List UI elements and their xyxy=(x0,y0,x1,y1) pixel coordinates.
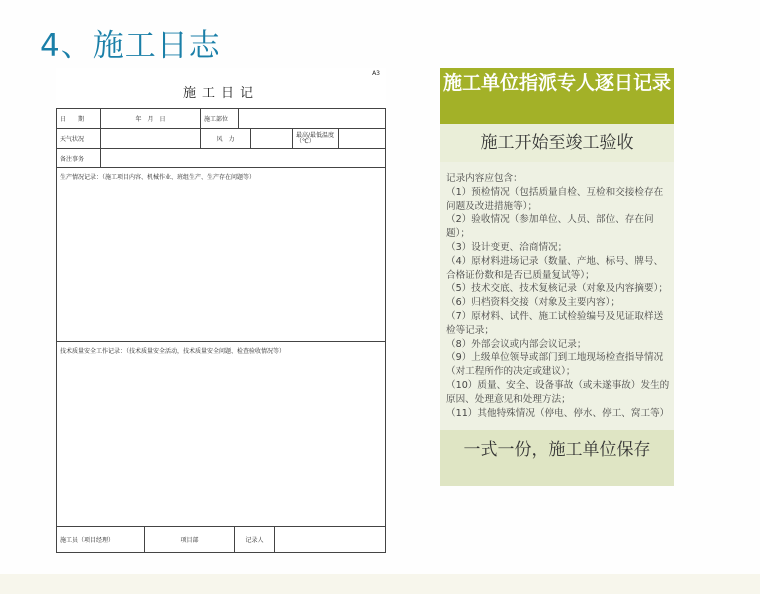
content-item: （2）验收情况（参加单位、人员、部位、存在问题）； xyxy=(446,214,654,240)
quality-row xyxy=(57,342,385,527)
remark-label: 备注事务 xyxy=(57,149,101,167)
date-value: 年 月 日 xyxy=(101,109,201,128)
wind-value xyxy=(251,129,293,148)
wind-label: 风 力 xyxy=(201,129,251,148)
content-item: （11）其他特殊情况（停电、停水、停工、窝工等） xyxy=(446,407,670,419)
content-item: （5）技术交底、技术复核记录（对象及内容摘要）； xyxy=(446,283,668,295)
form-title: 施工日记 xyxy=(182,86,259,101)
signature-row xyxy=(57,527,385,552)
remark-row xyxy=(57,149,385,168)
temp-value xyxy=(339,129,385,148)
remark-value xyxy=(101,149,385,167)
unit-value xyxy=(239,109,385,128)
bottom-band xyxy=(0,574,760,594)
quality-label: 技术质量安全工作记录：（技术质量安全活动，技术质量安全问题、检查验收情况等） xyxy=(60,348,286,355)
content-item: 记录内容应包含： xyxy=(446,173,523,184)
content-item: （9）上级单位领导或部门到工地现场检查指导情况（对工程所作的决定或建议）； xyxy=(446,352,664,378)
sig3-label: 记录人 xyxy=(235,527,275,552)
unit-label: 施工部位 xyxy=(201,109,239,128)
sig2-label: 项目部 xyxy=(145,527,235,552)
date-label: 日 期 xyxy=(57,109,101,128)
content-item: （3）设计变更、洽商情况； xyxy=(446,241,568,253)
weather-value xyxy=(101,129,201,148)
info-panel xyxy=(440,68,674,486)
panel-subheader: 施工开始至竣工验收 xyxy=(440,124,674,162)
form-code: A3 xyxy=(372,70,380,77)
content-item: （7）原材料、试件、施工试检验编号及见证取样送检等记录； xyxy=(446,310,664,336)
content-item: （6）归档资料交接（对象及主要内容）； xyxy=(446,297,620,309)
weather-label: 天气状况 xyxy=(57,129,101,148)
content-item: （1）预检情况（包括质量自检、互检和交接检存在问题及改进措施等）； xyxy=(446,186,664,212)
date-row xyxy=(57,109,385,129)
sig3-value xyxy=(275,527,385,552)
form-table xyxy=(56,108,386,553)
weather-row xyxy=(57,129,385,149)
content-item: （10）质量、安全、设备事故（或未遂事故）发生的原因、处理意见和处理方法； xyxy=(446,379,670,405)
construction-log-form xyxy=(56,68,386,550)
temp-label: 最高/最低温度（℃） xyxy=(293,129,339,148)
production-label: 生产情况记录：（施工项目内容、机械作业、班组生产、生产存在问题等） xyxy=(60,174,256,181)
content-item: （4）原材料进场记录（数量、产地、标号、牌号、合格证份数和是否已质量复试等）； xyxy=(446,255,664,281)
panel-content xyxy=(446,172,670,420)
sig1-label: 施工员（项目经理） xyxy=(57,527,145,552)
panel-footer: 一式一份，施工单位保存 xyxy=(440,430,674,486)
panel-header: 施工单位指派专人逐日记录 xyxy=(440,68,674,124)
production-row xyxy=(57,168,385,342)
slide-title: 4、施工日志 xyxy=(40,28,221,64)
content-item: （8）外部会议或内部会议记录； xyxy=(446,338,587,350)
